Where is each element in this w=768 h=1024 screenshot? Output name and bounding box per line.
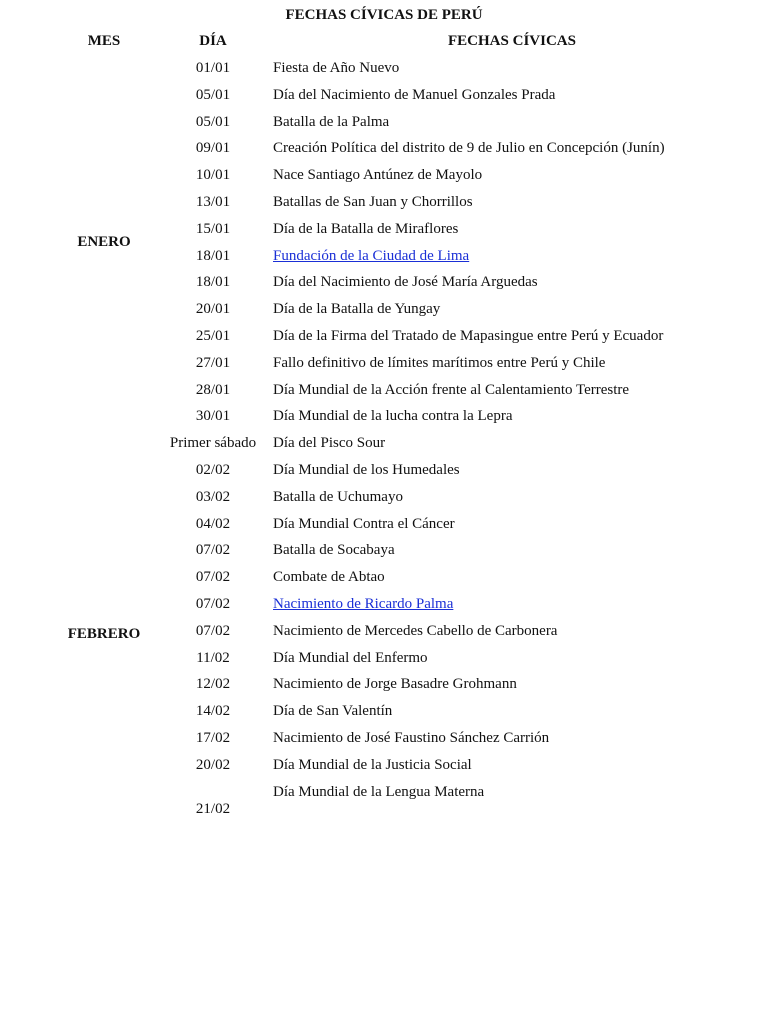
column-header-fechas: FECHAS CÍVICAS [448,33,576,49]
date-cell: 13/01 [195,193,231,210]
date-cell: 12/02 [195,676,231,693]
event-cell: Combate de Abtao [273,569,385,586]
table-row [0,674,768,701]
date-cell: 15/01 [195,220,231,237]
table-row [0,219,768,246]
date-cell: 20/01 [195,301,231,318]
date-cell: 07/02 [195,542,231,559]
table-row [0,728,768,755]
event-cell: Día Mundial de la Justicia Social [273,756,472,773]
date-cell: 07/02 [195,622,231,639]
event-cell: Batallas de San Juan y Chorrillos [273,193,473,210]
table-row [0,514,768,541]
table-row [0,246,768,273]
table-row [0,460,768,487]
date-cell: 30/01 [195,408,231,425]
table-row [0,567,768,594]
event-cell: Creación Política del distrito de 9 de Julio en Concepción (Junín) [273,140,665,157]
dates-table [0,58,768,827]
table-row [0,326,768,353]
table-row [0,648,768,675]
table-row [0,138,768,165]
date-cell: 11/02 [196,649,230,666]
column-header-dia: DÍA [199,33,227,49]
table-row [0,487,768,514]
date-cell: 25/01 [195,327,231,344]
event-cell: Día Mundial del Enfermo [273,649,428,666]
event-cell: Batalla de Socabaya [273,542,395,559]
table-row [0,299,768,326]
table-row [0,192,768,219]
date-cell: 07/02 [195,595,231,612]
event-link-ricardo-palma[interactable]: Nacimiento de Ricardo Palma [273,595,454,612]
event-link-fundacion-lima[interactable]: Fundación de la Ciudad de Lima [273,247,470,264]
date-cell: 09/01 [195,140,231,157]
date-cell: 10/01 [195,167,231,184]
table-row [0,112,768,139]
date-cell: 27/01 [195,354,231,371]
month-label-febrero: FEBRERO [67,626,141,642]
table-row [0,165,768,192]
date-cell: 04/02 [195,515,231,532]
event-cell: Día Mundial Contra el Cáncer [273,515,455,532]
date-cell: 05/01 [195,86,231,103]
table-row [0,433,768,460]
table-row [0,406,768,433]
event-cell: Día de la Batalla de Yungay [273,301,441,318]
event-cell: Día Mundial de la Acción frente al Calentamiento Terrestre [273,381,630,398]
table-row [0,701,768,728]
page-title: FECHAS CÍVICAS DE PERÚ [285,7,483,23]
date-cell: 07/02 [195,569,231,586]
event-cell: Nacimiento de José Faustino Sánchez Carrión [273,729,550,746]
event-cell: Nacimiento de Mercedes Cabello de Carbonera [273,622,558,639]
event-cell: Fiesta de Año Nuevo [273,60,400,76]
month-label-enero: ENERO [77,234,131,250]
date-cell: 28/01 [195,381,231,398]
event-cell: Día Mundial de la Lengua Materna [273,783,485,800]
table-row [0,621,768,648]
date-cell: 17/02 [195,729,231,746]
table-row [0,272,768,299]
event-cell: Batalla de Uchumayo [273,488,403,505]
table-row [0,782,768,827]
date-cell: 05/01 [195,113,231,130]
event-cell: Día del Pisco Sour [273,435,386,452]
event-cell: Día del Nacimiento de José María Arguedas [273,274,538,291]
event-cell: Batalla de la Palma [273,113,390,130]
date-cell: 03/02 [195,488,231,505]
table-row [0,380,768,407]
event-cell: Día de la Firma del Tratado de Mapasingue entre Perú y Ecuador [273,327,664,344]
event-cell: Día del Nacimiento de Manuel Gonzales Prada [273,86,556,103]
event-cell: Día de la Batalla de Miraflores [273,220,459,237]
table-row [0,353,768,380]
date-cell: 01/01 [195,60,231,76]
event-cell: Día de San Valentín [273,703,393,720]
date-cell: 02/02 [195,461,231,478]
date-cell: Primer sábado [169,435,257,452]
event-cell: Nace Santiago Antúnez de Mayolo [273,167,483,184]
event-cell: Día Mundial de los Humedales [273,461,460,478]
table-row [0,540,768,567]
date-cell: 18/01 [195,247,231,264]
table-row [0,85,768,112]
event-cell: Nacimiento de Jorge Basadre Grohmann [273,676,517,693]
table-row [0,594,768,621]
table-row [0,58,768,85]
column-header-mes: MES [87,33,121,49]
date-cell: 14/02 [195,703,231,720]
event-cell: Día Mundial de la lucha contra la Lepra [273,408,513,425]
date-cell: 20/02 [195,756,231,773]
event-cell: Fallo definitivo de límites marítimos entre Perú y Chile [273,354,606,371]
table-row [0,755,768,782]
date-cell: 21/02 [195,800,231,817]
date-cell: 18/01 [195,274,231,291]
